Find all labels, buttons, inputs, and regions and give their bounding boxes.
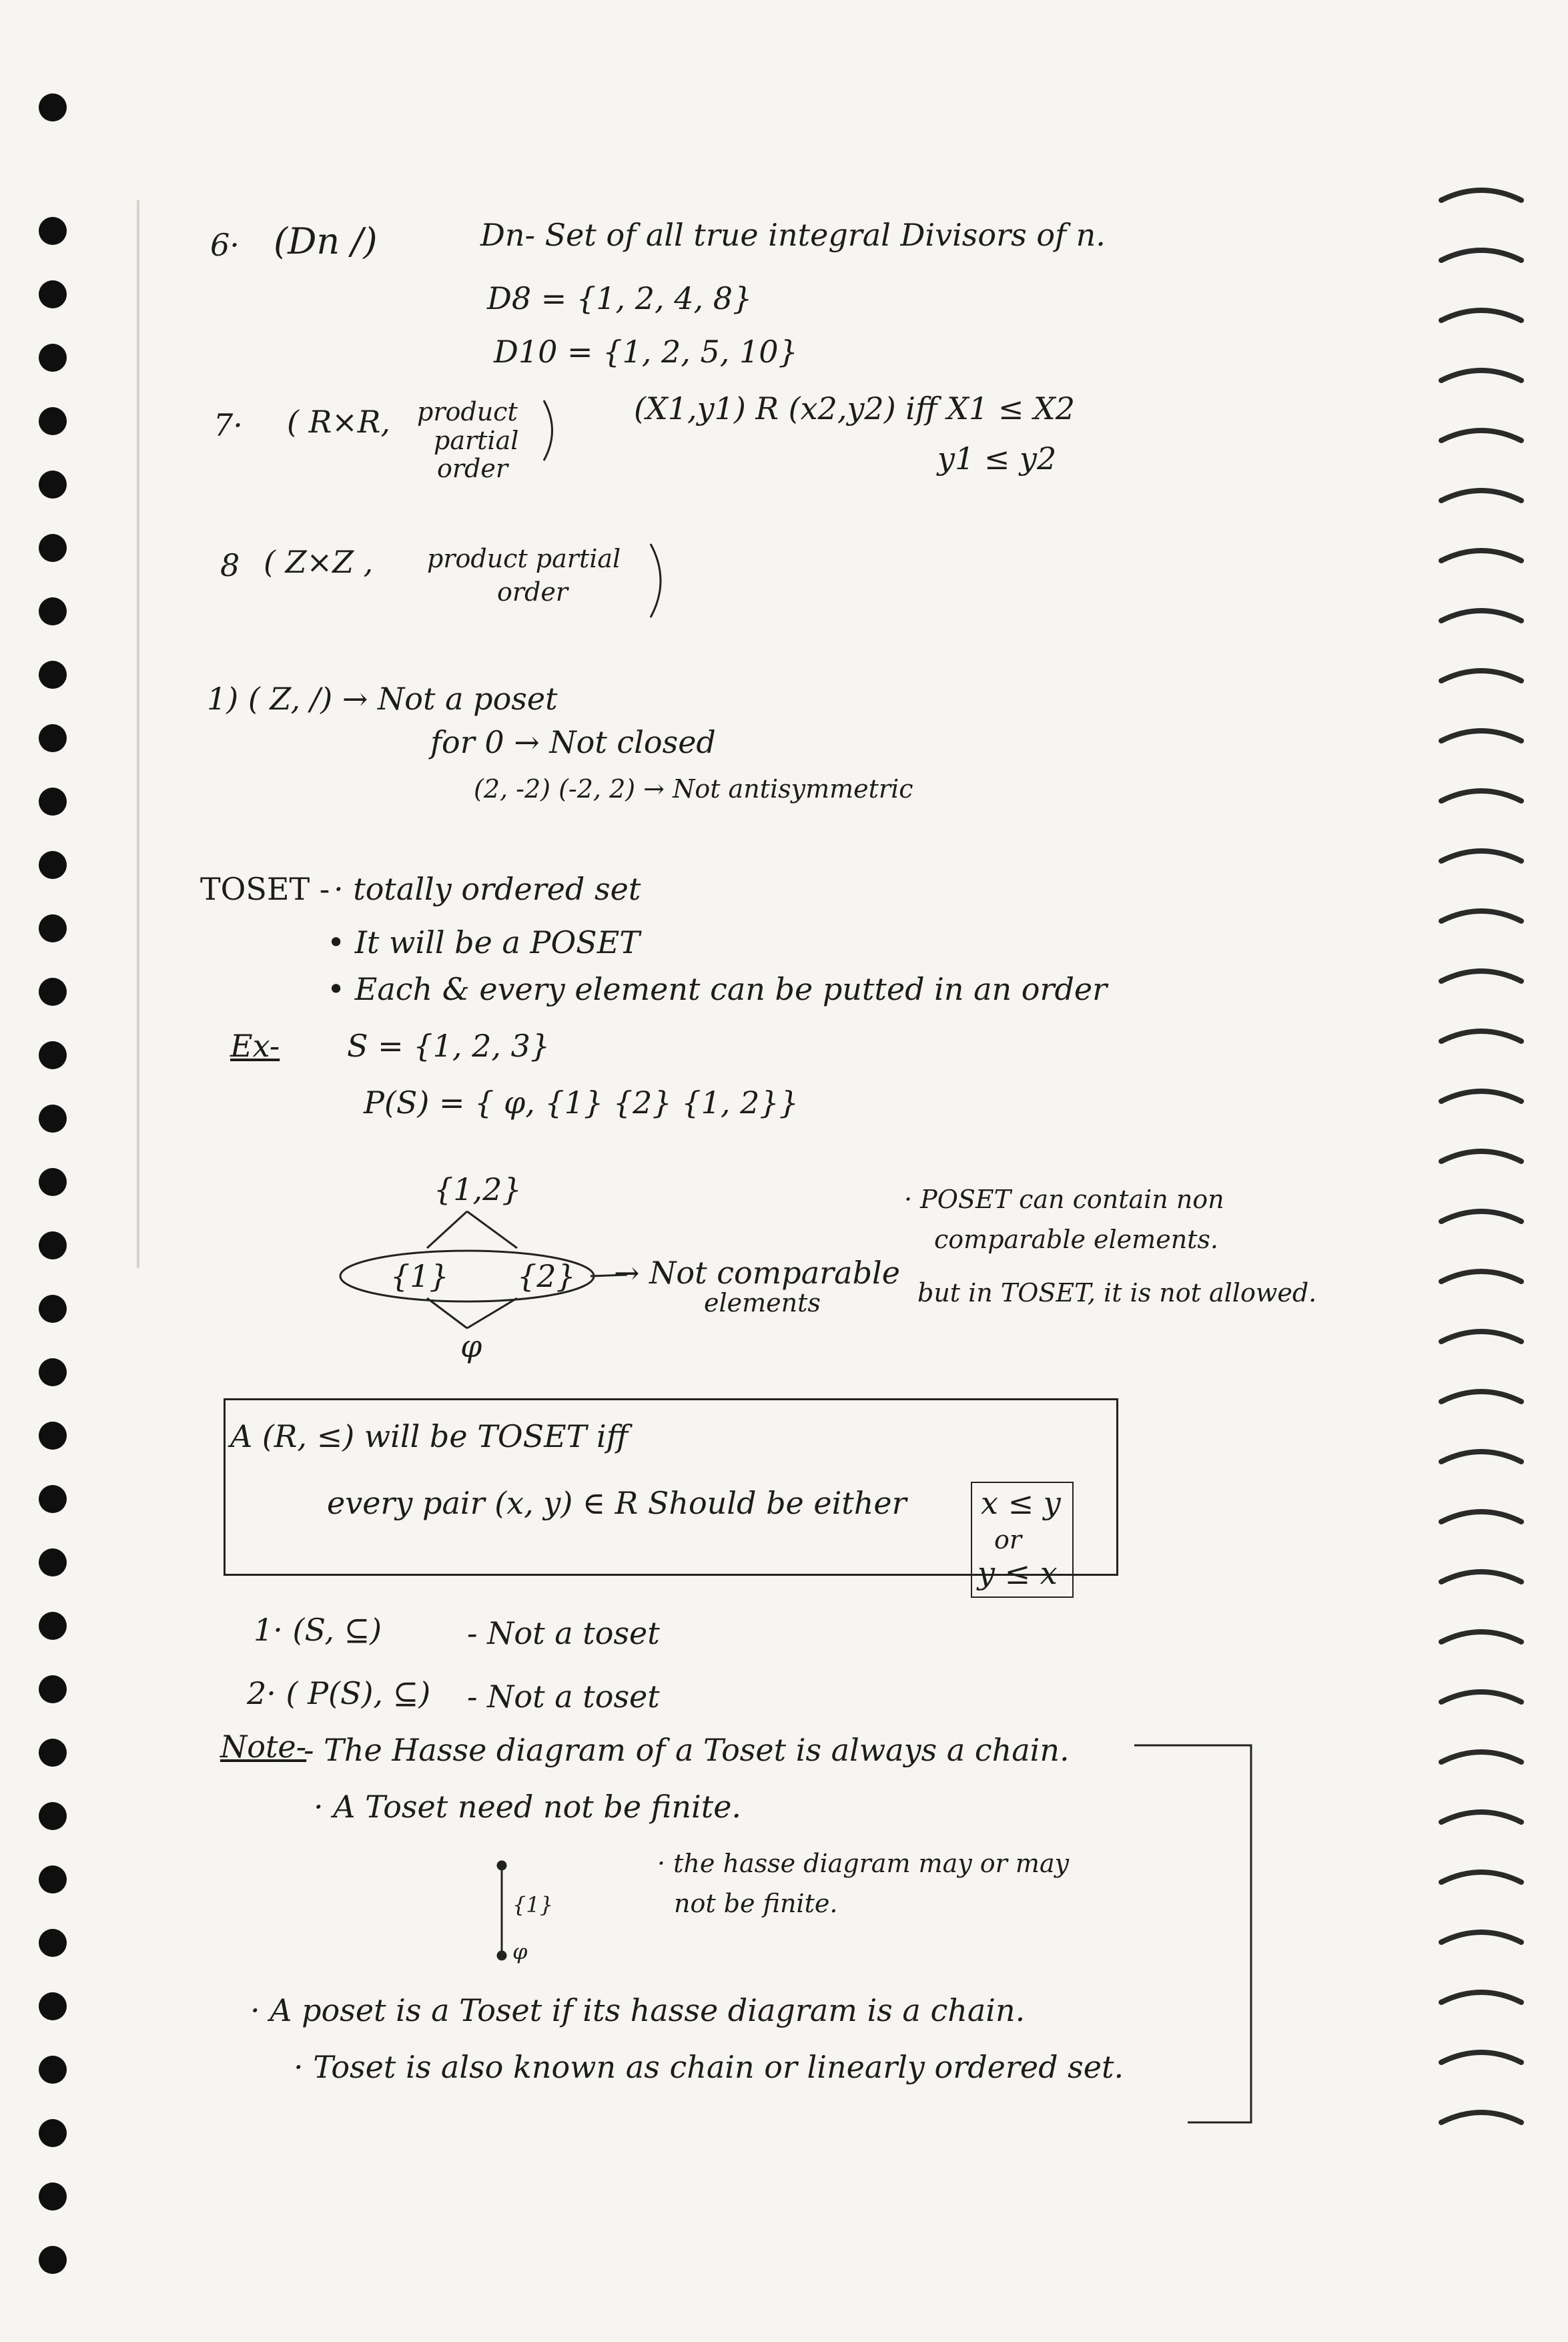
option-1: x ≤ y <box>981 1485 1061 1521</box>
s6-definition: Dn- Set of all true integral Divisors of n. <box>480 217 1106 253</box>
s7-relation-2: y1 ≤ y2 <box>937 441 1057 477</box>
z-line-3: (2, -2) (-2, 2) → Not antisymmetric <box>474 774 913 804</box>
box-line-1: A (R, ≤) will be TOSET iff <box>230 1418 629 1454</box>
toset-bullet-1: • It will be a POSET <box>327 924 640 960</box>
s8-number: 8 <box>220 547 240 583</box>
s7-label-partial: partial <box>434 426 519 455</box>
s7-number: 7· <box>214 407 243 443</box>
hasse-node-right: {2} <box>517 1258 576 1294</box>
toset-bullet-2: • Each & every element can be putted in an order <box>327 971 1108 1007</box>
box-line-2: every pair (x, y) ∈ R Should be either <box>327 1485 907 1521</box>
note-5: · Toset is also known as chain or linearly ordered set. <box>294 2049 1124 2085</box>
option-or: or <box>994 1525 1022 1554</box>
example-2-result: - Not a toset <box>467 1679 660 1715</box>
s8-label-2: order <box>497 577 568 607</box>
s6-d10: D10 = {1, 2, 5, 10} <box>494 334 798 370</box>
example-powerset: P(S) = { φ, {1} {2} {1, 2}} <box>364 1085 799 1121</box>
note-1: - The Hasse diagram of a Toset is always a chain. <box>304 1732 1070 1768</box>
chain-node-bottom: φ <box>512 1939 528 1964</box>
z-line-1: 1) ( Z, /) → Not a poset <box>207 681 558 717</box>
note-3b: not be finite. <box>674 1889 838 1918</box>
s6-d8: D8 = {1, 2, 4, 8} <box>487 280 753 316</box>
option-2: y ≤ x <box>977 1555 1058 1591</box>
example-set: S = {1, 2, 3} <box>347 1028 550 1064</box>
example-2: 2· ( P(S), ⊆) <box>247 1675 431 1711</box>
poset-note-2: comparable elements. <box>934 1225 1219 1254</box>
s7-label-product: product <box>417 397 518 426</box>
note-3a: · the hasse diagram may or may <box>657 1849 1070 1878</box>
note-2: · A Toset need not be finite. <box>314 1789 742 1825</box>
note-label: Note- <box>220 1729 307 1765</box>
toset-heading: TOSET - <box>200 871 330 907</box>
s7-relation: (X1,y1) R (x2,y2) iff X1 ≤ X2 <box>634 390 1076 426</box>
example-label: Ex- <box>230 1028 280 1064</box>
s6-pair: (Dn /) <box>274 220 378 262</box>
s6-number: 6· <box>210 227 240 263</box>
note-4: · A poset is a Toset if its hasse diagram is a chain. <box>250 1992 1026 2028</box>
s8-label-1: product partial <box>427 544 621 573</box>
hasse-node-left: {1} <box>390 1258 449 1294</box>
hasse-node-top: {1,2} <box>434 1171 522 1207</box>
hasse-node-bottom: φ <box>460 1328 482 1364</box>
s7-label-order: order <box>437 454 508 483</box>
hasse-arrow-note-1: → Not comparable <box>614 1255 900 1291</box>
hasse-arrow-note-2: elements <box>704 1288 821 1318</box>
s7-pair: ( R×R, <box>287 404 391 440</box>
example-1-result: - Not a toset <box>467 1615 660 1651</box>
s8-pair: ( Z×Z , <box>264 544 374 580</box>
z-line-2: for 0 → Not closed <box>430 724 716 760</box>
poset-note-3: but in TOSET, it is not allowed. <box>917 1278 1317 1307</box>
chain-node-top: {1} <box>512 1892 554 1918</box>
toset-definition: · totally ordered set <box>334 871 641 907</box>
poset-note-1: · POSET can contain non <box>904 1185 1224 1214</box>
example-1: 1· (S, ⊆) <box>254 1612 382 1648</box>
